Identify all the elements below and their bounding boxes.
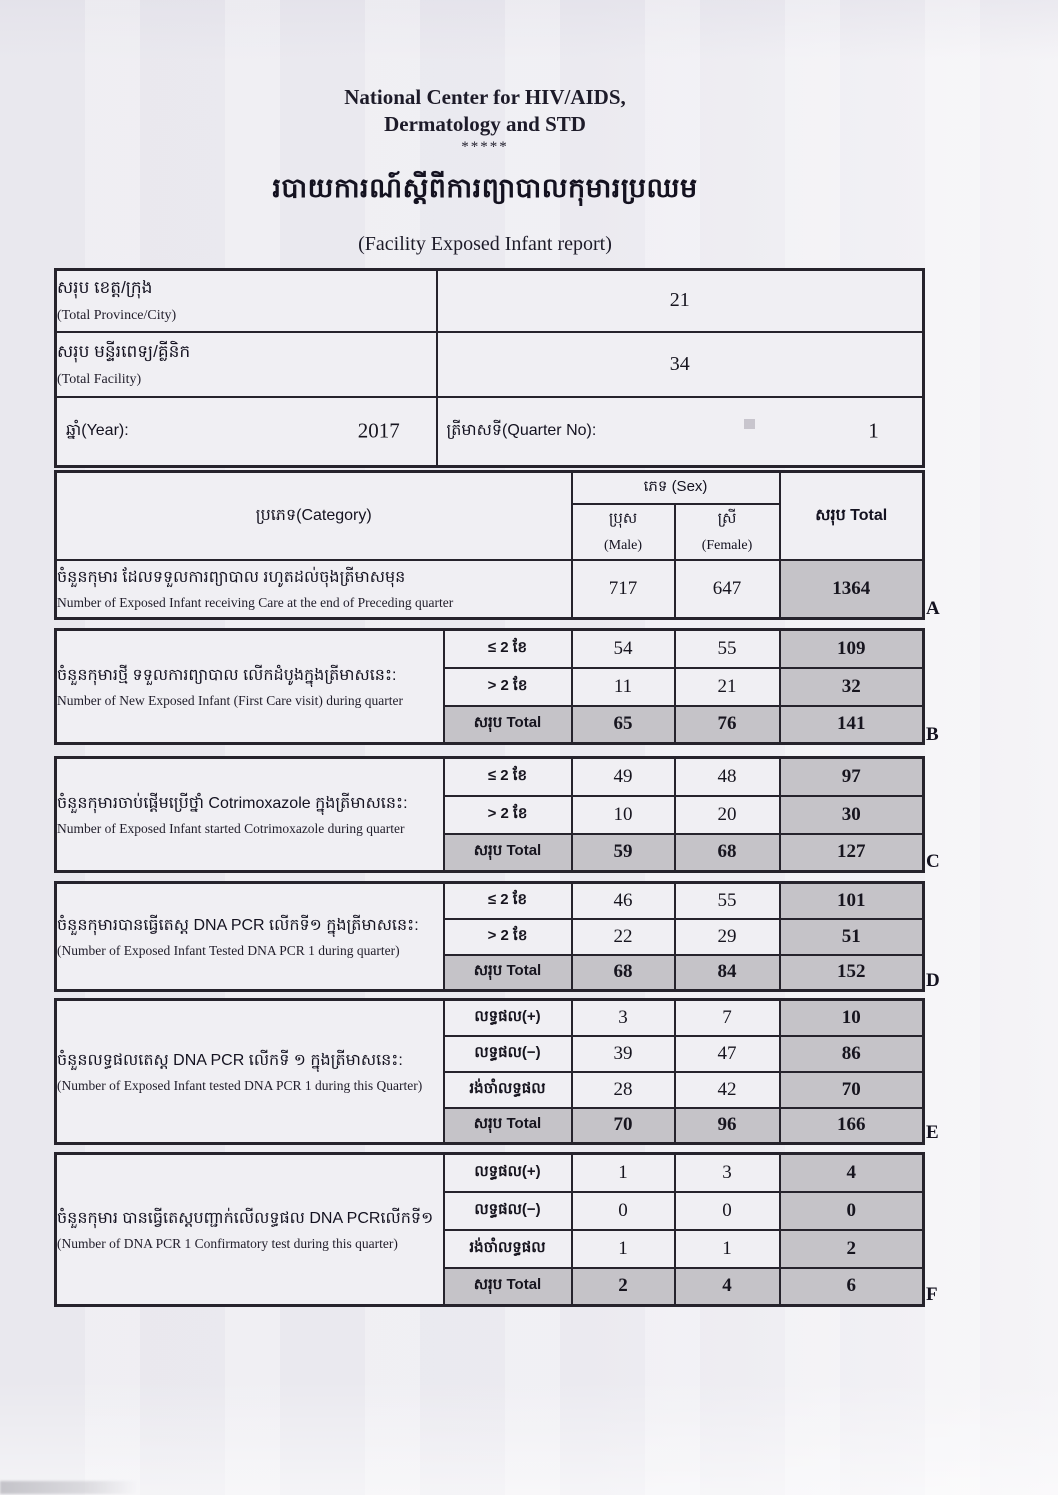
result-negative-label: លទ្ធផល(−) <box>444 1192 572 1230</box>
cell-total: 101 <box>780 883 924 919</box>
male-header-cell <box>572 504 675 560</box>
section-c-label-khmer: ចំនួនកុមារចាប់ផ្តើមប្រើថ្នាំ Cotrimoxazole ក្នុងត្រីមាសនេះ: <box>57 795 408 812</box>
cell-male: 0 <box>572 1192 675 1230</box>
cell-female: 47 <box>675 1036 780 1072</box>
cell-female: 48 <box>675 758 780 796</box>
table-row <box>56 472 924 504</box>
result-negative-label: លទ្ធផល(−) <box>444 1036 572 1072</box>
cell-male: 10 <box>572 796 675 834</box>
age-le2-label: ≤ 2 ខែ <box>444 630 572 668</box>
org-name-line2: Dermatology and STD <box>384 111 586 136</box>
section-f-label-cell <box>56 1154 444 1306</box>
cell-female: 76 <box>675 706 780 744</box>
section-a-male-value: 717 <box>572 560 675 619</box>
year-cell <box>56 397 437 467</box>
cell-total: 2 <box>780 1230 924 1268</box>
section-d-label-cell <box>56 883 444 991</box>
total-province-label-khmer: សរុប ខេត្ត/ក្រុង <box>57 278 153 298</box>
section-a-female-value: 647 <box>675 560 780 619</box>
cell-total: 152 <box>780 955 924 991</box>
cell-total: 97 <box>780 758 924 796</box>
cell-female: 20 <box>675 796 780 834</box>
year-value: 2017 <box>357 418 400 443</box>
section-f-label-english: (Number of DNA PCR 1 Confirmatory test during this quarter) <box>57 1235 398 1251</box>
female-header-khmer: ស្រី <box>717 510 737 527</box>
male-header-khmer: ប្រុស <box>608 510 638 527</box>
age-le2-label: ≤ 2 ខែ <box>444 883 572 919</box>
female-header-cell <box>675 504 780 560</box>
table-row <box>56 1000 924 1036</box>
section-d-label-khmer: ចំនួនកុមារបានធ្វើតេស្ត DNA PCR លើកទី១ ក្នុងត្រីមាសនេះ: <box>57 917 419 934</box>
section-e-label-cell <box>56 1000 444 1144</box>
cell-total: 166 <box>780 1108 924 1144</box>
category-header-cell: ប្រភេទ(Category) <box>56 472 572 560</box>
table-row <box>56 560 924 619</box>
cell-male: 54 <box>572 630 675 668</box>
table-row <box>56 1154 924 1192</box>
subtotal-label: សរុប Total <box>444 1268 572 1306</box>
stars-divider: ***** <box>461 138 509 155</box>
section-f-table <box>54 1152 925 1307</box>
cell-female: 68 <box>675 834 780 872</box>
cell-total: 70 <box>780 1072 924 1108</box>
cell-female: 4 <box>675 1268 780 1306</box>
age-gt2-label: > 2 ខែ <box>444 668 572 706</box>
quarter-value: 1 <box>868 418 879 443</box>
sex-group-header-cell: ភេទ (Sex) <box>572 472 780 504</box>
table-row <box>56 270 924 332</box>
cell-female: 29 <box>675 919 780 955</box>
table-row <box>56 332 924 397</box>
cell-male: 70 <box>572 1108 675 1144</box>
row-marker-c: C <box>926 851 940 872</box>
table-row <box>56 397 924 467</box>
section-a-label-english: Number of Exposed Infant receiving Care at the end of Preceding quarter <box>57 595 454 611</box>
org-name-line1: National Center for HIV/AIDS, <box>344 85 626 109</box>
total-facility-value: 34 <box>437 332 924 397</box>
cell-total: 30 <box>780 796 924 834</box>
report-title-khmer: របាយការណ៍ស្តីពីការព្យាបាលកុមារប្រឈម <box>272 172 698 203</box>
cell-female: 55 <box>675 883 780 919</box>
total-facility-label-english: (Total Facility) <box>57 371 142 387</box>
age-gt2-label: > 2 ខែ <box>444 919 572 955</box>
cell-total: 86 <box>780 1036 924 1072</box>
subtotal-label: សរុប Total <box>444 1108 572 1144</box>
row-marker-e: E <box>926 1122 939 1143</box>
section-a-label-khmer: ចំនួនកុមារ ដែលទទួលការព្យាបាល រហូតដល់ចុងត្រីមាសមុន <box>57 569 406 587</box>
cell-male: 28 <box>572 1072 675 1108</box>
year-label: ឆ្នាំ(Year): <box>66 422 129 440</box>
total-facility-label-cell <box>56 332 437 397</box>
section-a-label-cell <box>56 560 572 619</box>
section-c-table <box>54 756 925 873</box>
cell-female: 7 <box>675 1000 780 1036</box>
quarter-label: ត្រីមាសទី(Quarter No): <box>446 422 597 440</box>
result-pending-label: រង់ចាំលទ្ធផល <box>444 1072 572 1108</box>
cell-female: 55 <box>675 630 780 668</box>
table-row <box>56 758 924 796</box>
cell-male: 11 <box>572 668 675 706</box>
row-marker-d: D <box>926 970 940 991</box>
row-marker-a: A <box>926 598 940 619</box>
total-province-label-english: (Total Province/City) <box>57 308 177 324</box>
summary-table <box>54 268 925 468</box>
cell-female: 0 <box>675 1192 780 1230</box>
cell-male: 59 <box>572 834 675 872</box>
section-d-label-english: (Number of Exposed Infant Tested DNA PCR 1 during quarter) <box>57 942 400 958</box>
section-f-label-khmer: ចំនួនកុមារ បានធ្វើតេស្តបញ្ជាក់លើលទ្ធផល DNA PCRលើកទី១ <box>57 1210 434 1227</box>
cell-male: 22 <box>572 919 675 955</box>
subtotal-label: សរុប Total <box>444 834 572 872</box>
cell-female: 3 <box>675 1154 780 1192</box>
section-b-label-khmer: ចំនួនកុមារថ្មី ទទួលការព្យាបាល លើកដំបូងក្នុងត្រីមាសនេះ: <box>57 667 397 684</box>
result-pending-label: រង់ចាំលទ្ធផល <box>444 1230 572 1268</box>
section-a-total-value: 1364 <box>780 560 924 619</box>
cell-female: 1 <box>675 1230 780 1268</box>
cell-total: 10 <box>780 1000 924 1036</box>
table-row <box>56 883 924 919</box>
cell-male: 1 <box>572 1154 675 1192</box>
age-gt2-label: > 2 ខែ <box>444 796 572 834</box>
section-b-label-cell <box>56 630 444 744</box>
report-title-english: (Facility Exposed Infant report) <box>358 232 612 255</box>
cell-total: 51 <box>780 919 924 955</box>
cell-male: 39 <box>572 1036 675 1072</box>
cell-total: 141 <box>780 706 924 744</box>
cell-male: 68 <box>572 955 675 991</box>
subtotal-label: សរុប Total <box>444 955 572 991</box>
row-marker-b: B <box>926 724 939 745</box>
cell-female: 42 <box>675 1072 780 1108</box>
section-e-label-english: (Number of Exposed Infant tested DNA PCR 1 during this Quarter) <box>57 1077 423 1093</box>
total-header-cell: សរុប Total <box>780 472 924 560</box>
row-marker-f: F <box>926 1284 938 1305</box>
cell-male: 1 <box>572 1230 675 1268</box>
cell-female: 84 <box>675 955 780 991</box>
cell-total: 127 <box>780 834 924 872</box>
cell-total: 32 <box>780 668 924 706</box>
cell-male: 46 <box>572 883 675 919</box>
female-header-english: (Female) <box>701 538 753 553</box>
scan-dot-artifact <box>744 419 755 429</box>
scan-smudge <box>0 1481 138 1494</box>
total-province-value: 21 <box>437 270 924 332</box>
cell-total: 6 <box>780 1268 924 1306</box>
section-d-table <box>54 881 925 992</box>
section-b-label-english: Number of New Exposed Infant (First Care visit) during quarter <box>57 692 404 708</box>
section-b-table <box>54 628 925 745</box>
section-e-label-khmer: ចំនួនលទ្ធផលតេស្ត DNA PCR លើកទី ១ ក្នុងត្រីមាសនេះ: <box>57 1052 403 1069</box>
quarter-cell <box>437 397 924 467</box>
cell-total: 109 <box>780 630 924 668</box>
cell-total: 0 <box>780 1192 924 1230</box>
report-header <box>10 84 960 256</box>
section-c-label-cell <box>56 758 444 872</box>
cell-female: 21 <box>675 668 780 706</box>
male-header-english: (Male) <box>603 538 643 553</box>
age-le2-label: ≤ 2 ខែ <box>444 758 572 796</box>
subtotal-label: សរុប Total <box>444 706 572 744</box>
cell-male: 65 <box>572 706 675 744</box>
cell-male: 49 <box>572 758 675 796</box>
main-table-header-and-section-a <box>54 470 925 620</box>
result-positive-label: លទ្ធផល(+) <box>444 1000 572 1036</box>
cell-female: 96 <box>675 1108 780 1144</box>
total-province-label-cell <box>56 270 437 332</box>
section-c-label-english: Number of Exposed Infant started Cotrimoxazole during quarter <box>57 820 405 836</box>
table-row <box>56 630 924 668</box>
result-positive-label: លទ្ធផល(+) <box>444 1154 572 1192</box>
section-e-table <box>54 998 925 1145</box>
cell-male: 2 <box>572 1268 675 1306</box>
total-facility-label-khmer: សរុប មន្ទីរពេទ្យ/គ្លីនិក <box>57 341 191 361</box>
cell-male: 3 <box>572 1000 675 1036</box>
cell-total: 4 <box>780 1154 924 1192</box>
